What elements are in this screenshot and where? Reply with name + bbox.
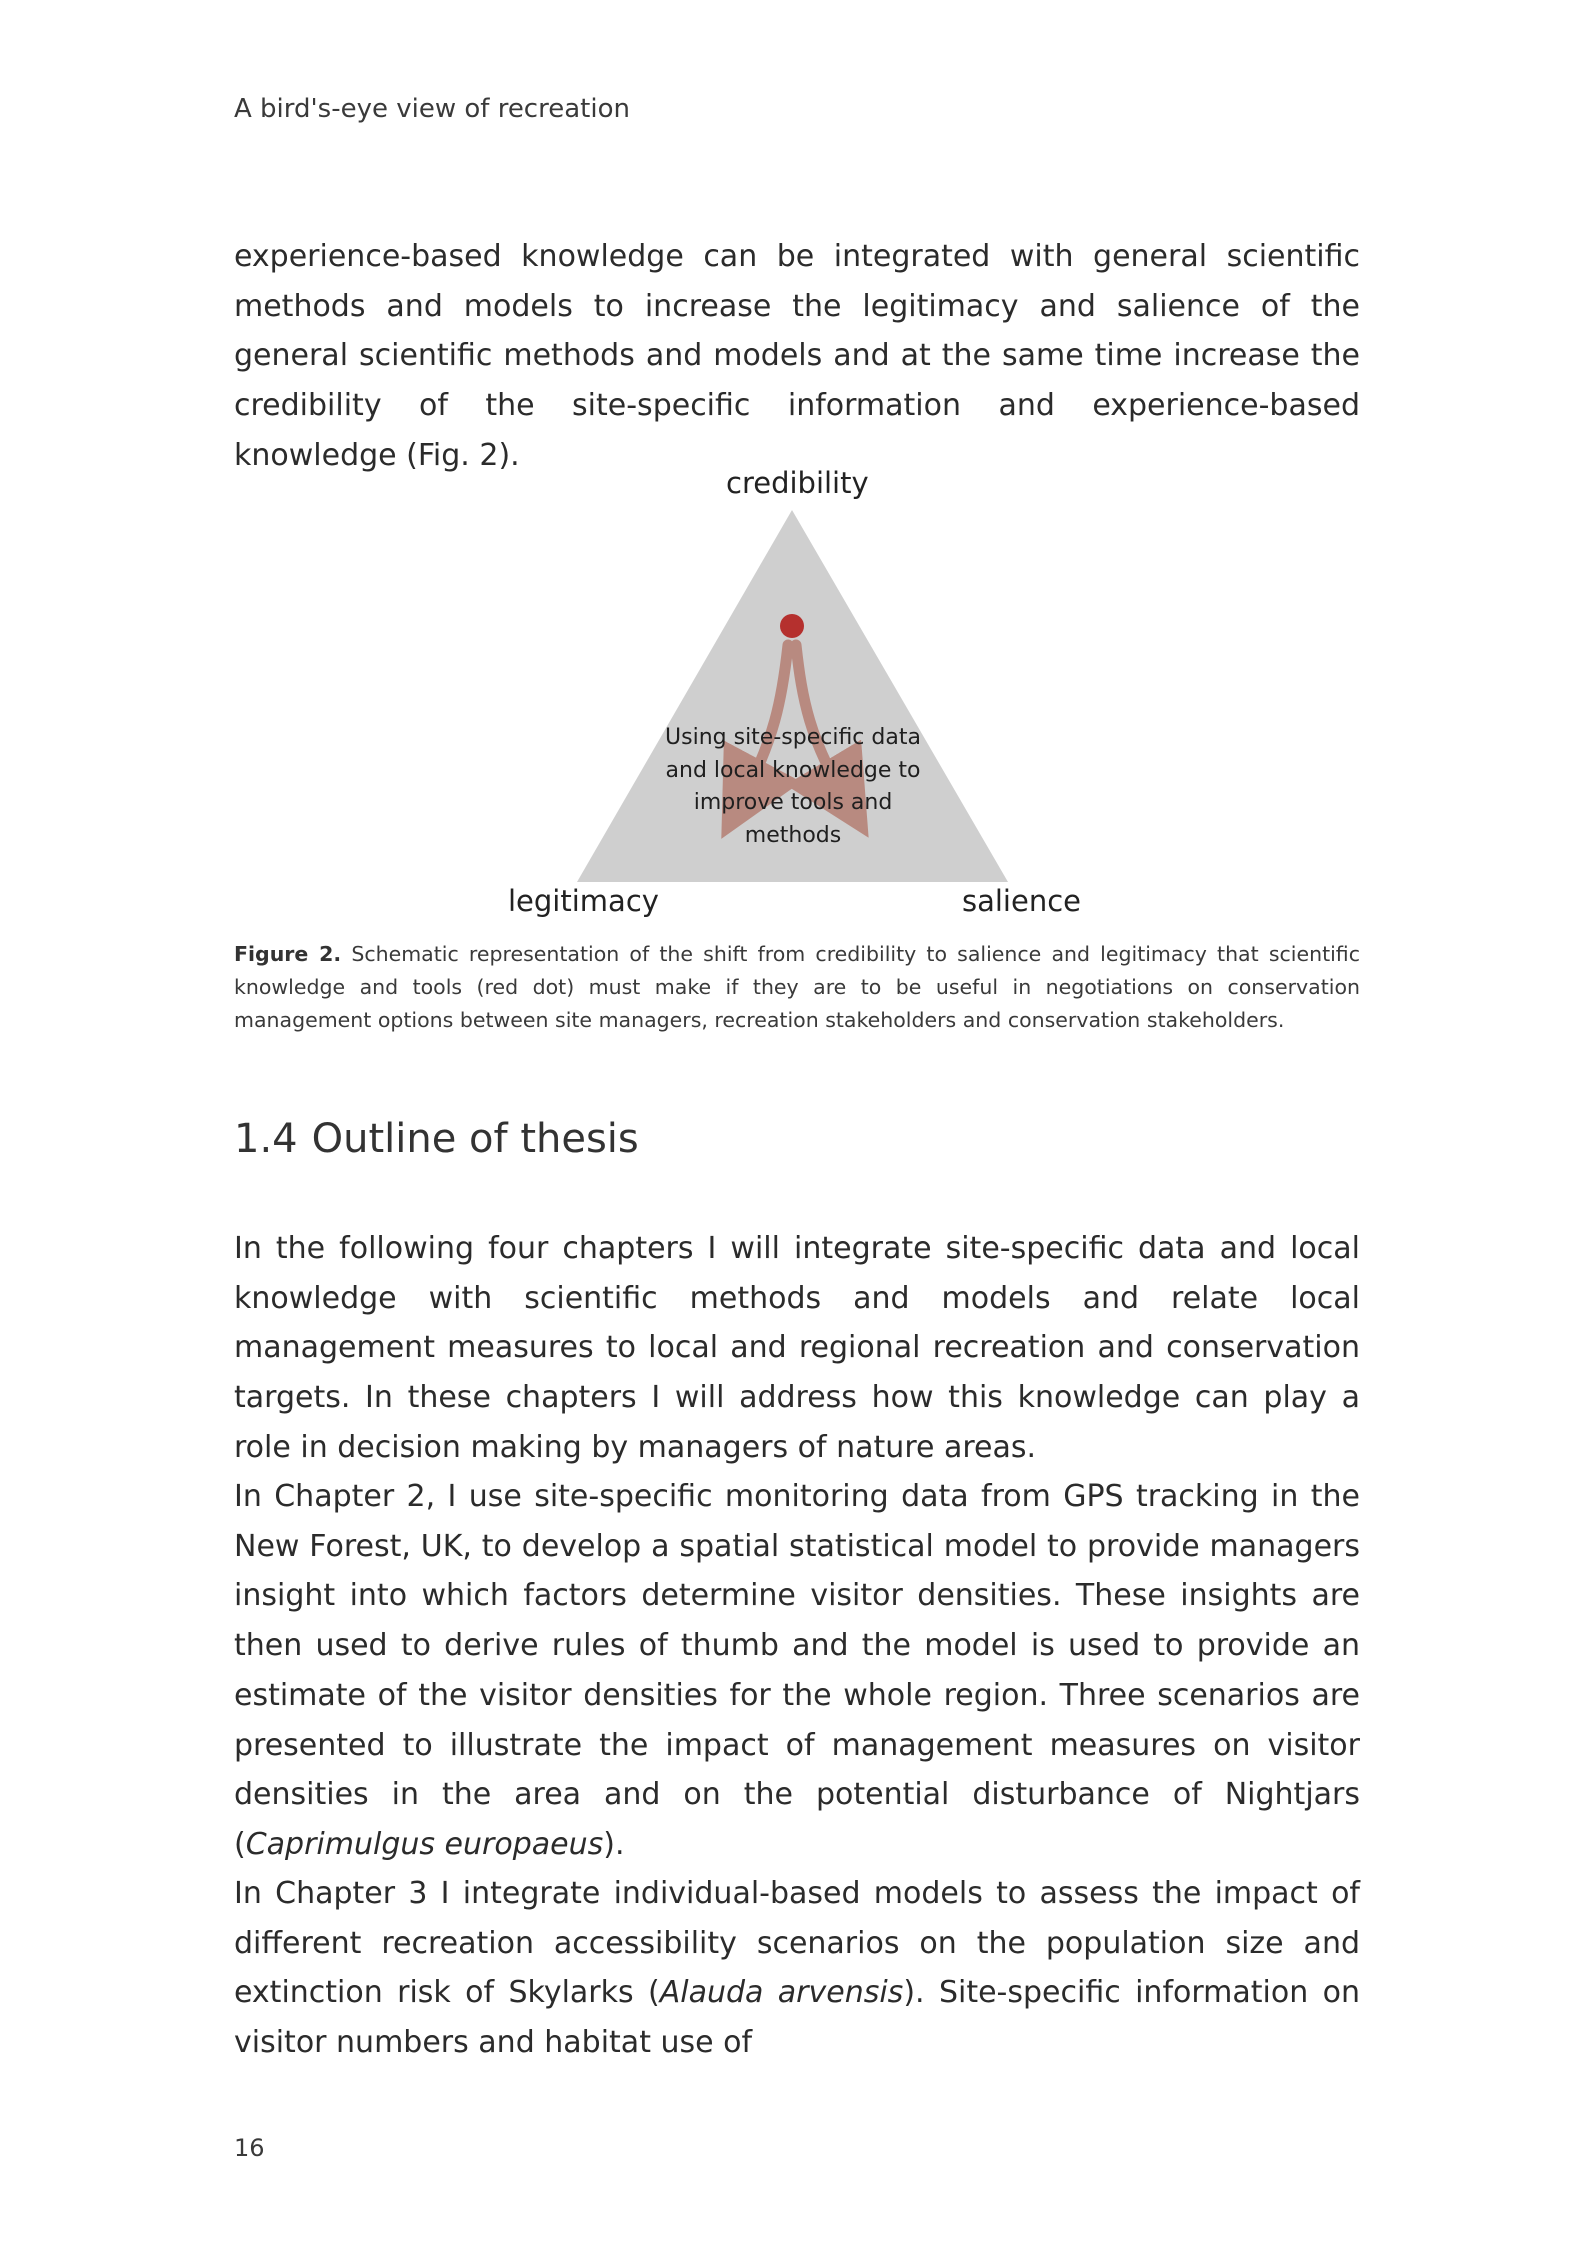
section-heading [234,1116,639,1162]
section-title: Outline of thesis [311,1116,639,1162]
paragraph-chapter-3 [234,1869,1360,2068]
figure-caption [234,938,1360,1037]
intro-paragraph: experience-based knowledge can be integrated with general scientific methods and models to increase the legitimacy and salience of the general scientific methods and models and at the same time increase the credibility of the site-specific information and experience-based knowledge (Fig. 2). [234,239,1360,473]
p4-text: In Chapter 3 I integrate individual-based models to assess the impact of different recreation accessibility scenarios on the population size and extinction risk of Skylarks ( [234,1876,1360,2011]
p3-text-end: ). [603,1826,625,1862]
running-head: A bird's-eye view of recreation [234,94,630,124]
p4-text-end: ). Site-specific information on visitor numbers and habitat use of [234,1975,1360,2061]
p3-text: In Chapter 2, I use site-specific monitoring data from GPS tracking in the New Forest, UK, to develop a spatial statistical model to provide managers insight into which factors determine visitor densities. These insights are then used to derive rules of thumb and the model is used to provide an estimate of the visitor densities for the whole region. Three scenarios are presented to illustrate the impact of management measures on visitor densities in the area and on the potential disturbance of Nightjars ( [234,1479,1360,1862]
label-salience: salience [962,884,1082,918]
paragraph-overview: In the following four chapters I will integrate site-specific data and local knowledge with scientific methods and models and relate local management measures to local and regional recreation and conservation targets. In these chapters I will address how this knowledge can play a role in decision making by managers of nature areas. [234,1231,1360,1465]
species-name-nightjar: Caprimulgus europaeus [245,1826,604,1862]
caption-label: Figure 2. [234,942,342,966]
section-number: 1.4 [234,1116,298,1162]
figure-center-text: Using site-specific data and local knowledge to improve tools and methods [665,725,921,848]
page-number: 16 [234,2134,265,2162]
figure-2 [0,0,1594,1032]
caption-text: Schematic representation of the shift from credibility to salience and legitimacy that scientific knowledge and tools (red dot) must make if they are to be useful in negotiations on conservation management options between site managers, recreation stakeholders and conservation stakeholders. [234,942,1360,1032]
red-dot [780,614,804,638]
label-legitimacy: legitimacy [508,884,659,918]
label-credibility: credibility [726,466,869,500]
species-name-skylark: Alauda arvensis [659,1975,904,2011]
paragraph-chapter-2 [234,1472,1360,1870]
